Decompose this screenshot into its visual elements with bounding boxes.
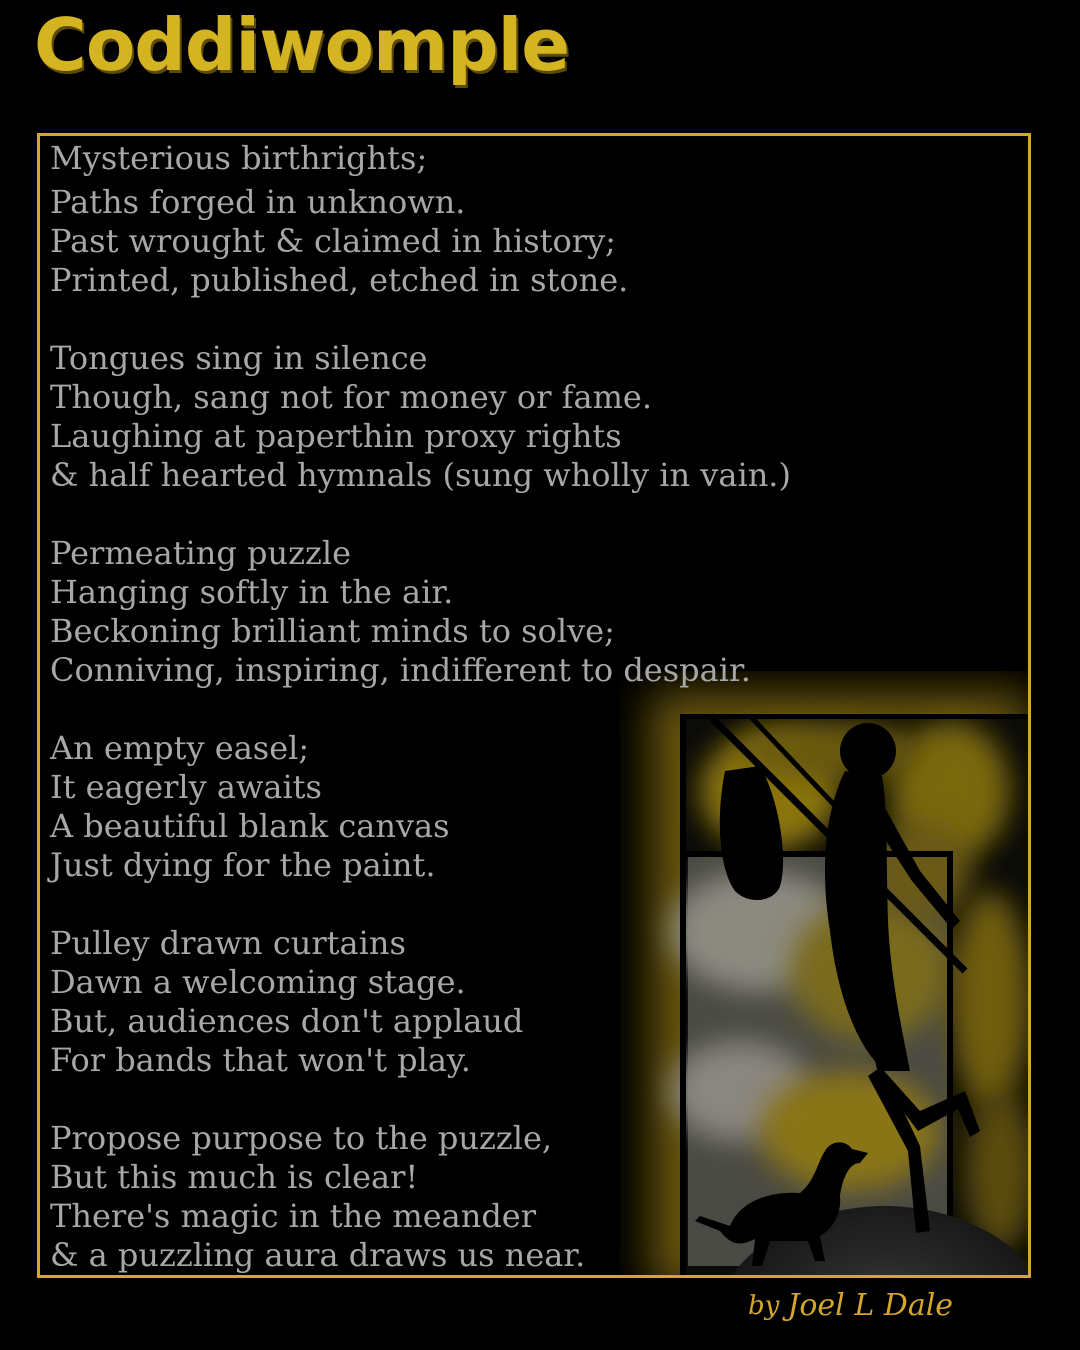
poem-line: But this much is clear! xyxy=(50,1158,419,1196)
poem-line: Past wrought & claimed in history; xyxy=(50,222,616,260)
poem-line: Just dying for the paint. xyxy=(50,846,436,884)
poem-stanza xyxy=(50,729,791,885)
poem-line: Hanging softly in the air. xyxy=(50,573,454,611)
poem-line: A beautiful blank canvas xyxy=(50,807,450,845)
poem-stanza xyxy=(50,534,791,690)
poem-line: Laughing at paperthin proxy rights xyxy=(50,417,622,455)
poem-line: Though, sang not for money or fame. xyxy=(50,378,653,416)
poem-line: Paths forged in unknown. xyxy=(50,183,466,221)
poem-line: Printed, published, etched in stone. xyxy=(50,261,629,299)
poem-line: Dawn a welcoming stage. xyxy=(50,963,466,1001)
poem-frame xyxy=(37,133,1031,1278)
signature-by-label: by xyxy=(748,1290,780,1321)
poem-line: Beckoning brilliant minds to solve; xyxy=(50,612,615,650)
poem-stanza xyxy=(50,139,791,300)
author-signature xyxy=(748,1288,953,1323)
poem-body xyxy=(50,139,791,1275)
poem-line: But, audiences don't applaud xyxy=(50,1002,524,1040)
signature-name: Joel L Dale xyxy=(787,1288,954,1323)
poem-line: An empty easel; xyxy=(50,729,310,767)
poem-line: Permeating puzzle xyxy=(50,534,352,572)
poem-line: Tongues sing in silence xyxy=(50,339,428,377)
poem-title: Coddiwomple xyxy=(34,3,570,87)
poem-stanza xyxy=(50,924,791,1080)
poem-line: Mysterious birthrights; xyxy=(50,139,428,177)
poem-line: Propose purpose to the puzzle, xyxy=(50,1119,553,1157)
poem-line: Conniving, inspiring, indifferent to despair. xyxy=(50,651,751,689)
poem-line: & half hearted hymnals (sung wholly in vain.) xyxy=(50,456,791,494)
poem-line: & a puzzling aura draws us near. xyxy=(50,1236,586,1274)
poem-stanza xyxy=(50,1119,791,1275)
poem-line: There's magic in the meander xyxy=(50,1197,537,1235)
poem-line: Pulley drawn curtains xyxy=(50,924,406,962)
poem-line: For bands that won't play. xyxy=(50,1041,471,1079)
poem-line: It eagerly awaits xyxy=(50,768,322,806)
poem-stanza xyxy=(50,339,791,495)
